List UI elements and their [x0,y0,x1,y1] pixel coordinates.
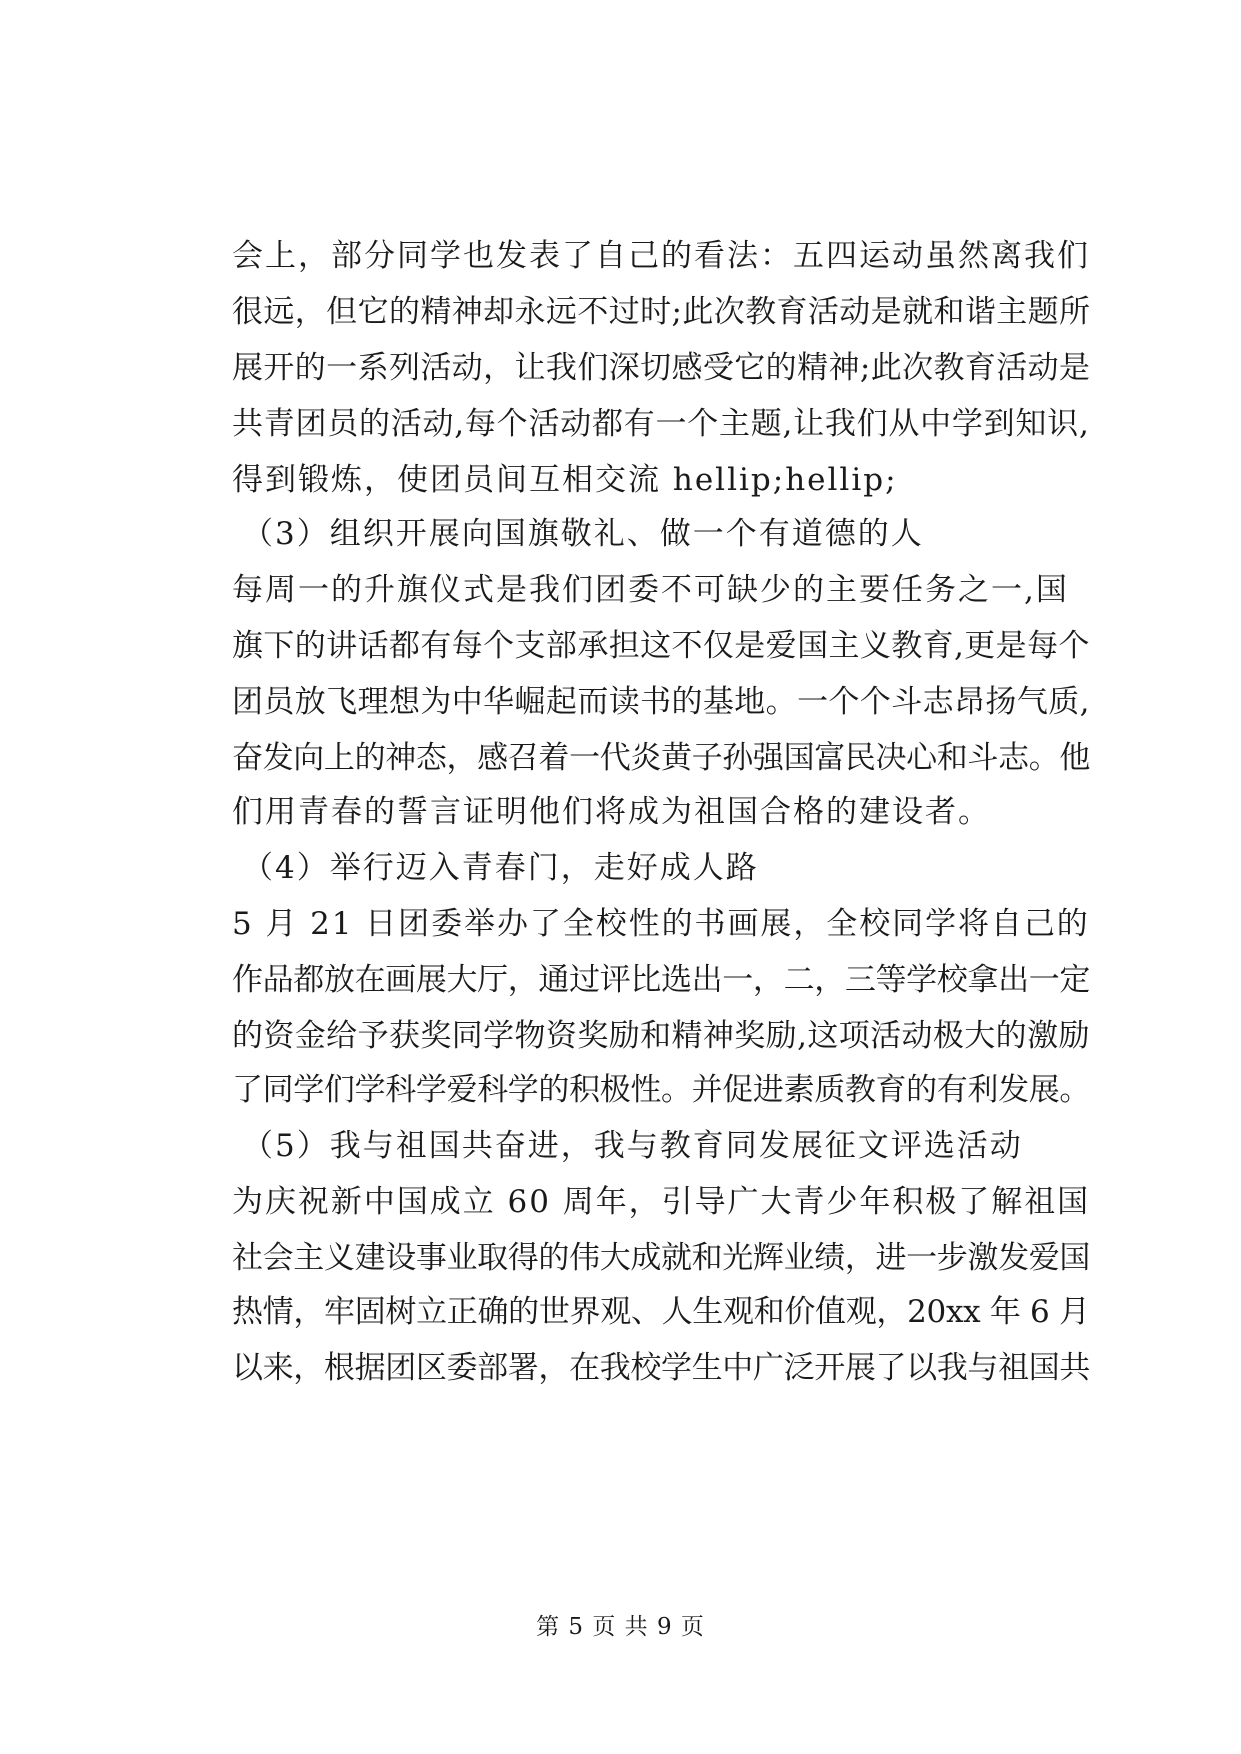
section-heading: （5）我与祖国共奋进，我与教育同发展征文评选活动 [242,1128,1023,1164]
text-line: 的资金给予获奖同学物资奖励和精神奖励,这项活动极大的激励 [232,1018,1090,1054]
text-line: 很远，但它的精神却永远不过时;此次教育活动是就和谐主题所 [232,294,1091,330]
page-footer: 第 5 页 共 9 页 [536,1614,705,1640]
text-line: 了同学们学科学爱科学的积极性。并促进素质教育的有利发展。 [232,1072,1090,1108]
text-line: 得到锻炼，使团员间互相交流 hellip;hellip; [232,462,898,498]
text-line: 热情，牢固树立正确的世界观、人生观和价值观，20xx 年 6 月 [232,1294,1090,1330]
text-line: 共青团员的活动,每个活动都有一个主题,让我们从中学到知识, [232,406,1090,442]
text-line: 奋发向上的神态，感召着一代炎黄子孙强国富民决心和斗志。他 [232,740,1090,776]
text-line: 每周一的升旗仪式是我们团委不可缺少的主要任务之一,国 [232,572,1069,608]
text-line: 为庆祝新中国成立 60 周年，引导广大青少年积极了解祖国 [232,1184,1091,1220]
text-line: 会上，部分同学也发表了自己的看法：五四运动虽然离我们 [232,238,1090,274]
text-line: 们用青春的誓言证明他们将成为祖国合格的建设者。 [232,794,991,830]
text-line: 团员放飞理想为中华崛起而读书的基地。一个个斗志昂扬气质, [232,684,1090,720]
text-line: 展开的一系列活动，让我们深切感受它的精神;此次教育活动是 [232,350,1091,386]
text-line: 作品都放在画展大厅，通过评比选出一，二，三等学校拿出一定 [232,962,1090,998]
text-line: 5 月 21 日团委举办了全校性的书画展，全校同学将自己的 [232,906,1090,942]
text-line: 社会主义建设事业取得的伟大成就和光辉业绩，进一步激发爱国 [232,1240,1090,1276]
text-line: 旗下的讲话都有每个支部承担这不仅是爱国主义教育,更是每个 [232,628,1090,664]
section-heading: （4）举行迈入青春门，走好成人路 [242,850,759,886]
text-line: 以来，根据团区委部署，在我校学生中广泛开展了以我与祖国共 [232,1350,1090,1386]
section-heading: （3）组织开展向国旗敬礼、做一个有道德的人 [242,516,924,552]
